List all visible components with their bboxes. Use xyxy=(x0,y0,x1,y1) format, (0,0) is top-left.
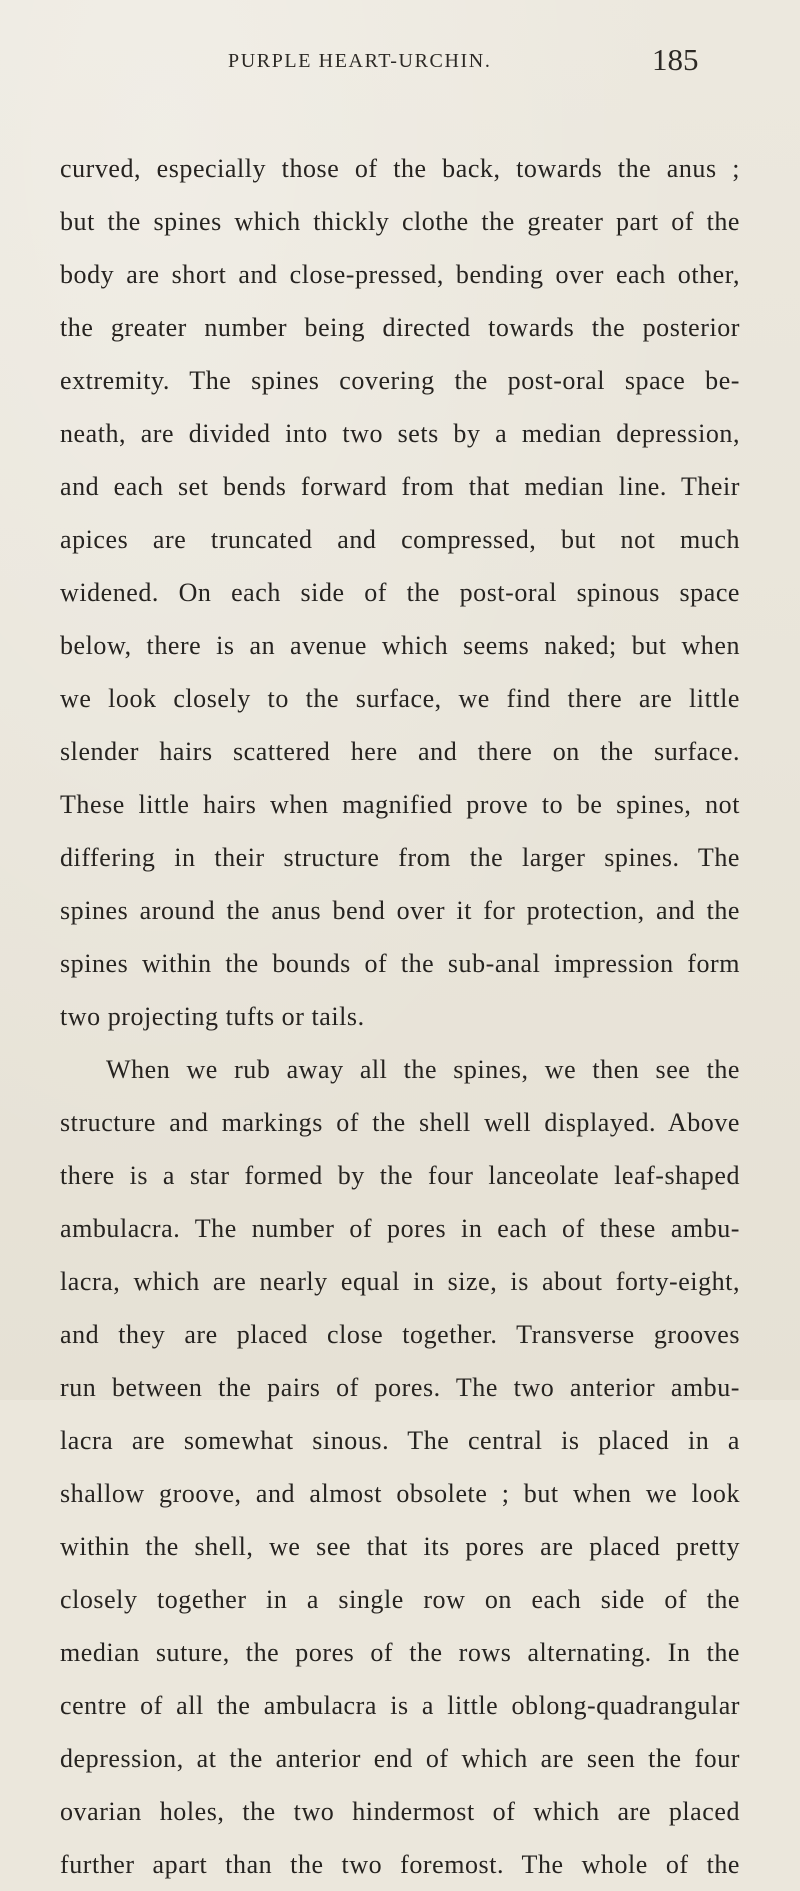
text-line: there is a star formed by the four lanceolate leaf-shaped xyxy=(60,1161,740,1190)
text-line: lacra are somewhat sinous. The central is placed in a xyxy=(60,1426,740,1455)
text-line: spines within the bounds of the sub-anal impression form xyxy=(60,949,740,978)
text-line: ovarian holes, the two hindermost of which are placed xyxy=(60,1797,740,1826)
text-line: and each set bends forward from that median line. Their xyxy=(60,472,740,501)
text-line: ambulacra. The number of pores in each of these ambu- xyxy=(60,1214,740,1243)
text-line: lacra, which are nearly equal in size, is about forty-eight, xyxy=(60,1267,740,1296)
text-line: and they are placed close together. Transverse grooves xyxy=(60,1320,740,1349)
text-line: apices are truncated and compressed, but not much xyxy=(60,525,740,554)
text-line: the greater number being directed towards the posterior xyxy=(60,313,740,342)
text-line-paragraph-end: two projecting tufts or tails. xyxy=(60,1002,365,1031)
text-line: centre of all the ambulacra is a little oblong-quadrangular xyxy=(60,1691,740,1720)
text-line: within the shell, we see that its pores are placed pretty xyxy=(60,1532,740,1561)
text-line: depression, at the anterior end of which are seen the four xyxy=(60,1744,740,1773)
running-title: PURPLE HEART-URCHIN. xyxy=(228,50,492,72)
text-line: shallow groove, and almost obsolete ; but when we look xyxy=(60,1479,740,1508)
text-line: differing in their structure from the larger spines. The xyxy=(60,843,740,872)
text-line: neath, are divided into two sets by a median depression, xyxy=(60,419,740,448)
text-line: median suture, the pores of the rows alternating. In the xyxy=(60,1638,740,1667)
text-line: extremity. The spines covering the post-oral space be- xyxy=(60,366,740,395)
text-line: spines around the anus bend over it for protection, and the xyxy=(60,896,740,925)
text-line: we look closely to the surface, we find there are little xyxy=(60,684,740,713)
text-line: These little hairs when magnified prove to be spines, not xyxy=(60,790,740,819)
body-text xyxy=(60,142,740,1891)
text-line: body are short and close-pressed, bending over each other, xyxy=(60,260,740,289)
text-line: closely together in a single row on each side of the xyxy=(60,1585,740,1614)
page-number: 185 xyxy=(652,42,699,77)
text-line: run between the pairs of pores. The two anterior ambu- xyxy=(60,1373,740,1402)
text-line: curved, especially those of the back, towards the anus ; xyxy=(60,154,740,183)
text-line: but the spines which thickly clothe the greater part of the xyxy=(60,207,740,236)
text-line: widened. On each side of the post-oral spinous space xyxy=(60,578,740,607)
text-line: below, there is an avenue which seems naked; but when xyxy=(60,631,740,660)
text-line-paragraph-start: When we rub away all the spines, we then see the xyxy=(106,1055,740,1084)
text-line: structure and markings of the shell well displayed. Above xyxy=(60,1108,740,1137)
text-line: slender hairs scattered here and there on the surface. xyxy=(60,737,740,766)
text-line: further apart than the two foremost. The whole of the xyxy=(60,1850,740,1879)
